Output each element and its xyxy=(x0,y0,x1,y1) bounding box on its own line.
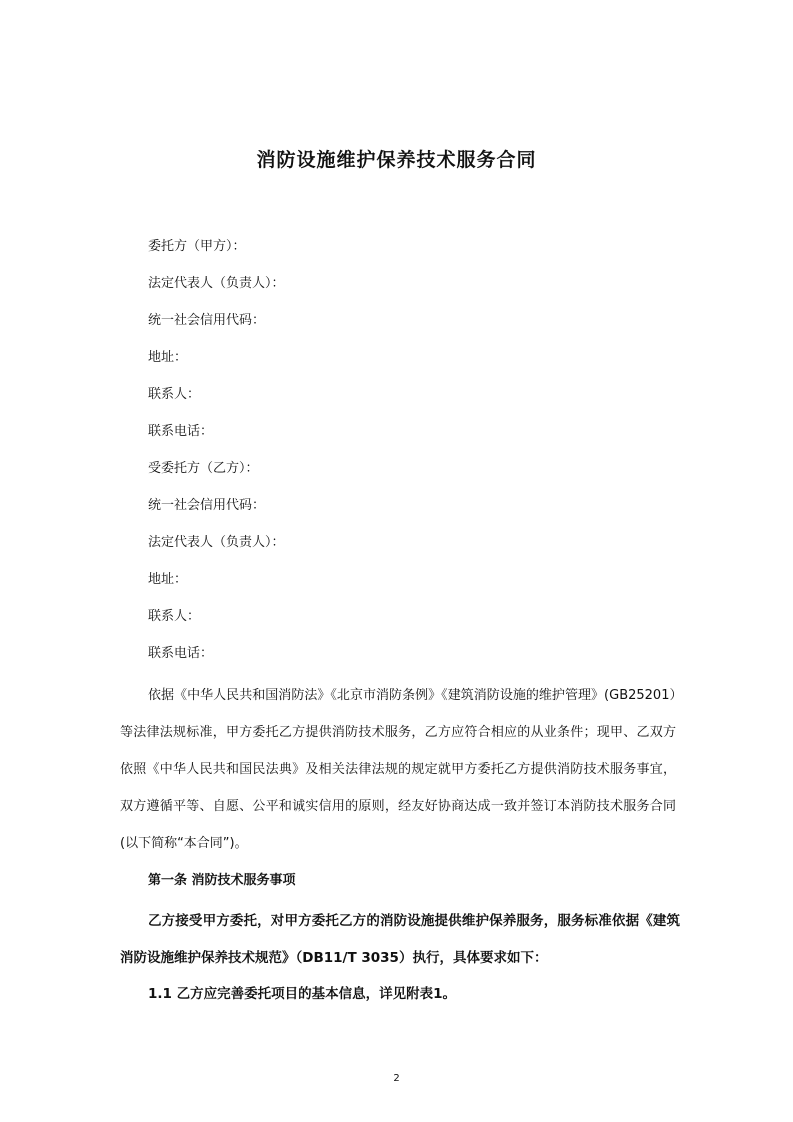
party-b-address-label: 地址： xyxy=(148,572,188,587)
article-1-body: 乙方接受甲方委托，对甲方委托乙方的消防设施提供维护保养服务，服务标准依据《建筑消防设施维护保养技术规范》（DB11/T 3035）执行，具体要求如下： xyxy=(120,913,680,966)
article-1-item-1-1: 1.1 乙方应完善委托项目的基本信息，详见附表1。 xyxy=(148,986,457,1002)
party-a-client-label: 委托方（甲方）： xyxy=(148,239,246,254)
page-number: 2 xyxy=(393,1073,400,1084)
party-b-credit-code-label: 统一社会信用代码： xyxy=(148,498,266,513)
party-b-legal-rep-label: 法定代表人（负责人）： xyxy=(148,535,285,550)
party-b-contact-label: 联系人： xyxy=(148,609,201,624)
article-1-heading: 第一条 消防技术服务事项 xyxy=(148,873,296,888)
page-title: 消防设施维护保养技术服务合同 xyxy=(256,149,537,171)
party-a-phone-label: 联系电话： xyxy=(148,424,214,439)
party-a-contact-label: 联系人： xyxy=(148,387,201,402)
party-b-phone-label: 联系电话： xyxy=(148,646,214,661)
party-b-trustee-label: 受委托方（乙方）： xyxy=(148,461,259,476)
party-a-address-label: 地址： xyxy=(148,350,188,365)
preamble-paragraph: 依据《中华人民共和国消防法》《北京市消防条例》《建筑消防设施的维护管理》(GB25201）等法律法规标准，甲方委托乙方提供消防技术服务，乙方应符合相应的从业条件；现甲、乙双方依照《中华人民共和国民法典》及相关法律法规的规定就甲方委托乙方提供消防技术服务事宜，双方遵循平等、自愿、公平和诚实信用的原则，经友好协商达成一致并签订本消防技术服务合同(以下简称“本合同”)。 xyxy=(120,688,676,851)
party-a-credit-code-label: 统一社会信用代码： xyxy=(148,313,266,328)
party-a-legal-rep-label: 法定代表人（负责人）： xyxy=(148,276,285,291)
